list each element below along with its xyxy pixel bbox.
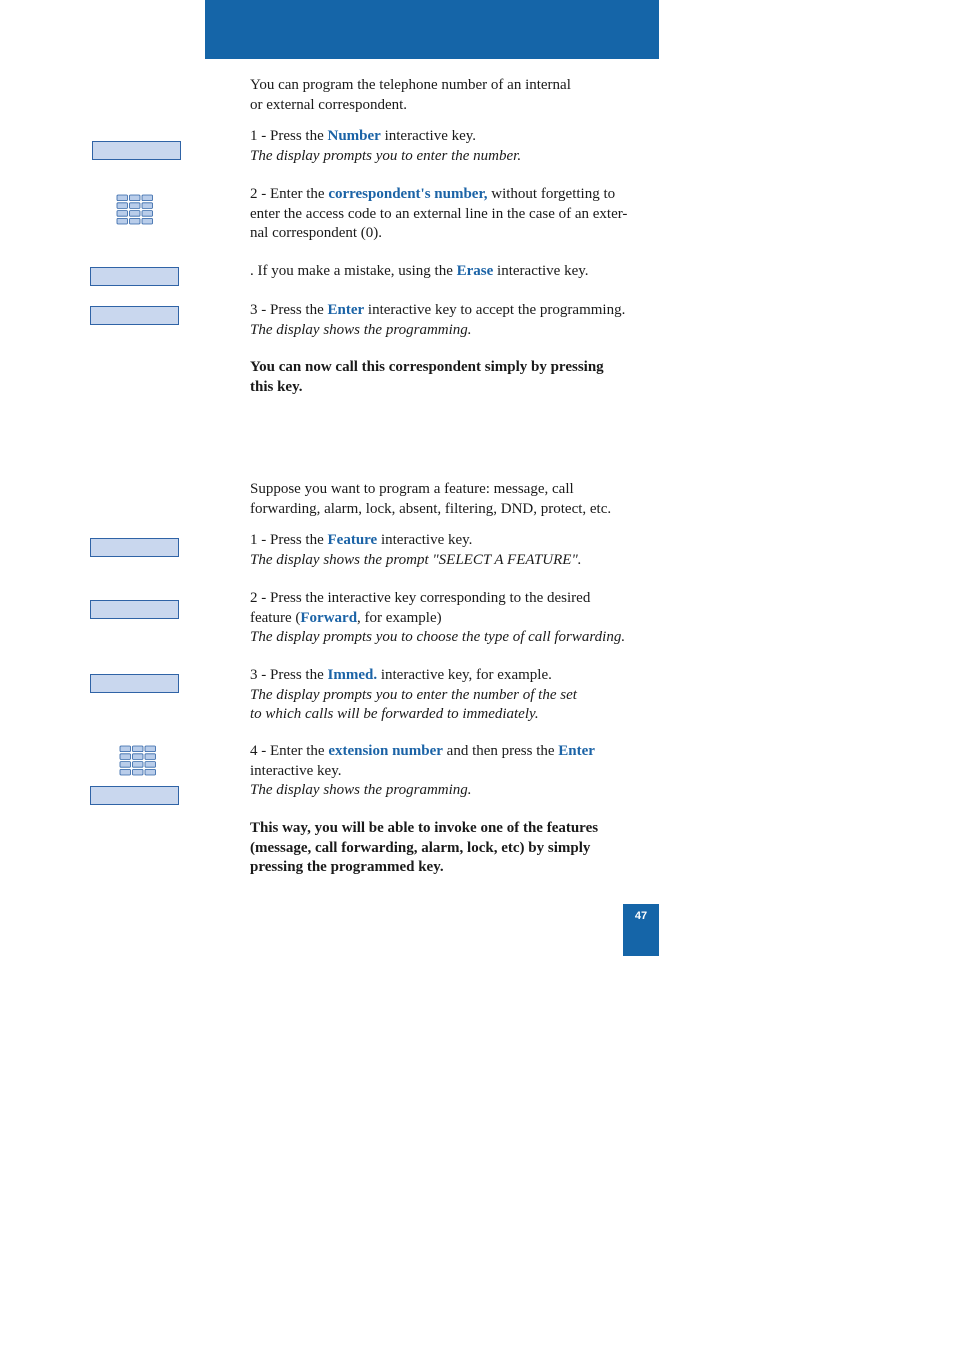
enter-key-icon bbox=[90, 306, 179, 325]
display-note: to which calls will be forwarded to immediately. bbox=[250, 706, 539, 722]
step-text: 2 - Press the interactive key corresponding to the desired bbox=[250, 590, 591, 606]
step-text: 1 - Press the Feature interactive key. bbox=[250, 532, 473, 548]
section2-step2 bbox=[250, 589, 680, 648]
display-note: The display prompts you to choose the type of call forwarding. bbox=[250, 629, 626, 645]
section1-step1 bbox=[250, 127, 670, 166]
section2-step3 bbox=[250, 666, 670, 725]
keypad-key bbox=[145, 746, 156, 752]
step-text: 4 - Enter the extension number and then press the Enter bbox=[250, 743, 595, 759]
header-bar bbox=[205, 0, 659, 59]
forward-key-icon bbox=[90, 600, 179, 619]
step-text: 2 - Enter the correspondent's number, without forgetting to bbox=[250, 186, 616, 202]
keyword: Feature bbox=[327, 532, 378, 548]
keypad-key bbox=[133, 769, 144, 775]
keypad-key bbox=[133, 754, 144, 760]
keypad-key bbox=[130, 195, 141, 201]
keyword: Forward bbox=[300, 609, 358, 626]
section2-conclusion bbox=[250, 819, 670, 878]
keypad-key bbox=[130, 211, 141, 217]
conclusion-line: (message, call forwarding, alarm, lock, etc) by simply bbox=[250, 839, 591, 856]
intro-line: forwarding, alarm, lock, absent, filtering, DND, protect, etc. bbox=[250, 500, 612, 517]
display-note: The display prompts you to enter the number. bbox=[250, 147, 522, 164]
step-text: 3 - Press the Immed. interactive key, for example. bbox=[250, 667, 552, 683]
keypad-key bbox=[145, 754, 156, 760]
immed-key-icon bbox=[90, 674, 179, 693]
section2-step4 bbox=[250, 742, 670, 801]
step-text: enter the access code to an external line in the case of an exter- bbox=[250, 205, 628, 222]
display-note: The display shows the programming. bbox=[250, 782, 472, 798]
keyword: correspondent's number, bbox=[328, 186, 488, 202]
keyword: Number bbox=[327, 128, 381, 144]
conclusion-line: pressing the programmed key. bbox=[250, 859, 444, 875]
section2-intro bbox=[250, 480, 670, 519]
section1-step2 bbox=[250, 185, 670, 244]
conclusion-line: This way, you will be able to invoke one of the features bbox=[250, 820, 599, 836]
display-note: The display prompts you to enter the number of the set bbox=[250, 686, 577, 703]
keypad-key bbox=[117, 218, 128, 224]
step-text: interactive key. bbox=[250, 762, 342, 779]
keypad-key bbox=[117, 211, 128, 217]
keypad-key bbox=[145, 769, 156, 775]
section1-conclusion bbox=[250, 358, 670, 397]
section1-step3 bbox=[250, 301, 670, 340]
display-note: The display shows the programming. bbox=[250, 321, 472, 338]
keypad-key bbox=[142, 218, 153, 224]
intro-line: Suppose you want to program a feature: message, call bbox=[250, 481, 574, 497]
intro-line: or external correspondent. bbox=[250, 96, 408, 113]
keypad-icon bbox=[116, 194, 154, 226]
keypad-key bbox=[145, 762, 156, 768]
keypad-key bbox=[120, 769, 131, 775]
section1-erase bbox=[250, 262, 670, 282]
feature-key-icon bbox=[90, 538, 179, 557]
number-key-icon bbox=[92, 141, 181, 160]
page-number: 47 bbox=[623, 904, 659, 956]
keyword: Enter bbox=[327, 302, 365, 318]
keyword: Erase bbox=[456, 263, 494, 279]
step-text: 1 - Press the Number interactive key. bbox=[250, 128, 477, 144]
display-note: The display shows the prompt "SELECT A FEATURE". bbox=[250, 551, 582, 568]
keypad-key bbox=[120, 746, 131, 752]
keypad-icon bbox=[119, 745, 157, 777]
intro-line: You can program the telephone number of an internal bbox=[250, 77, 571, 93]
step-text: feature (Forward, for example) bbox=[250, 609, 442, 626]
step-text: . If you make a mistake, using the Erase interactive key. bbox=[250, 263, 589, 279]
keypad-key bbox=[120, 762, 131, 768]
step-text: 3 - Press the Enter interactive key to accept the programming. bbox=[250, 302, 626, 318]
keypad-key bbox=[133, 762, 144, 768]
keypad-key bbox=[117, 203, 128, 209]
keypad-key bbox=[142, 203, 153, 209]
keypad-key bbox=[130, 203, 141, 209]
keypad-key bbox=[142, 195, 153, 201]
step-text: nal correspondent (0). bbox=[250, 225, 383, 241]
keypad-key bbox=[133, 746, 144, 752]
erase-key-icon bbox=[90, 267, 179, 286]
enter-key-icon bbox=[90, 786, 179, 805]
keyword: extension number bbox=[328, 743, 443, 759]
section1-intro bbox=[250, 76, 670, 115]
section2-step1 bbox=[250, 531, 670, 570]
keypad-key bbox=[117, 195, 128, 201]
keyword: Immed. bbox=[327, 667, 378, 683]
keyword: Enter bbox=[558, 743, 595, 759]
conclusion-line: this key. bbox=[250, 378, 303, 395]
keypad-key bbox=[120, 754, 131, 760]
conclusion-line: You can now call this correspondent simply by pressing bbox=[250, 359, 604, 375]
keypad-key bbox=[130, 218, 141, 224]
keypad-key bbox=[142, 211, 153, 217]
